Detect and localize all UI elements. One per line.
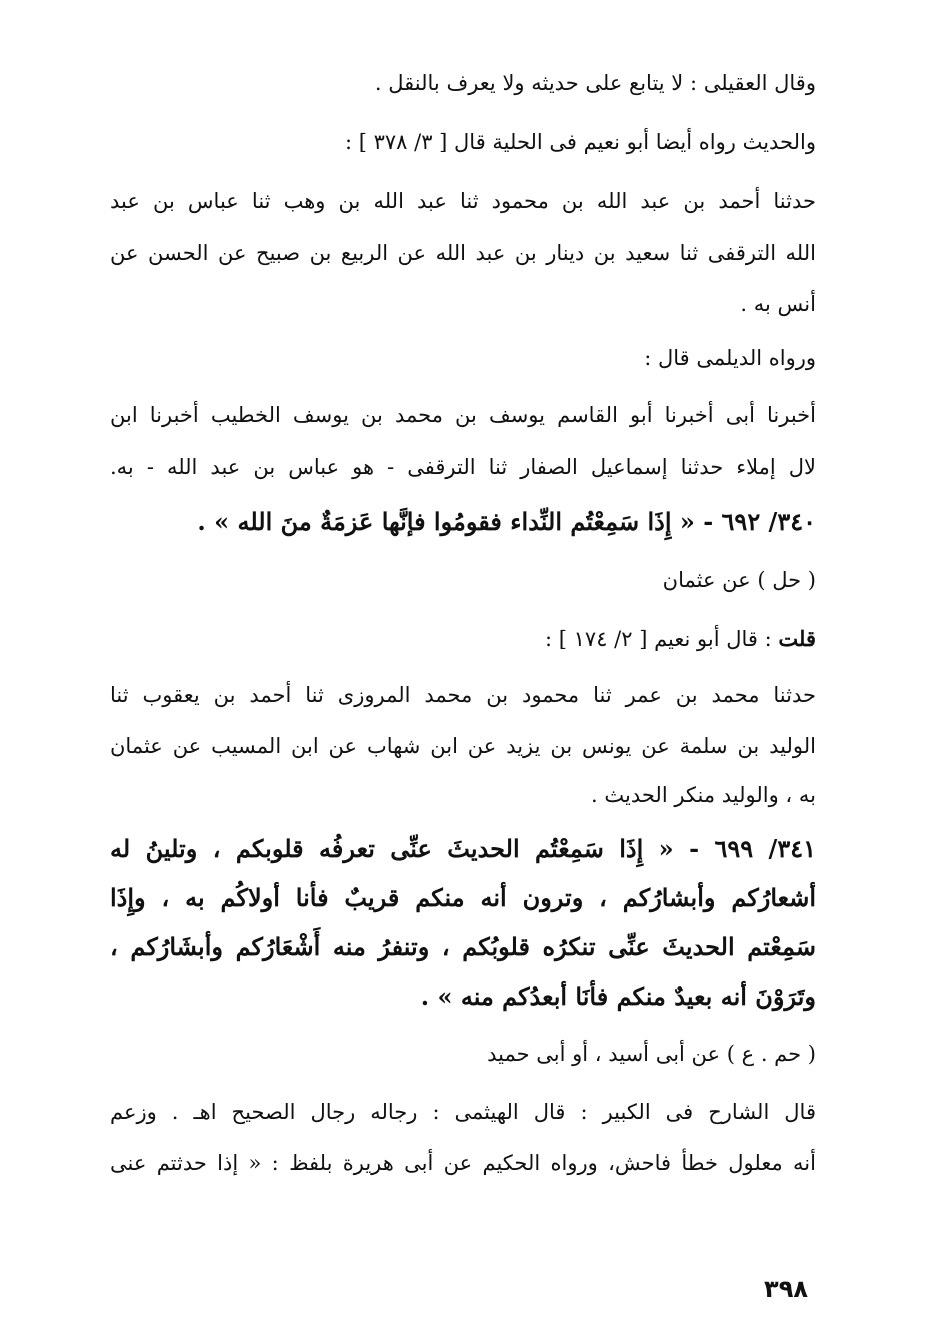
hadith-699-line-4: وتَرَوْنَ أنه بعيدٌ منكم فأنَا أبعدُكم منه » . <box>420 982 816 1011</box>
commentary-line-2: أنه معلول خطأ فاحش، ورواه الحكيم عن أبى هريرة بلفظ : « إذا حدثتم عنى <box>110 1151 816 1175</box>
paragraph-abu-nuaym-hilya: والحديث رواه أيضا أبو نعيم فى الحلية قال [ ٣/ ٣٧٨ ] : <box>344 130 816 154</box>
isnad-uthman-line-2: الوليد بن سلمة عن يونس بن يزيد عن ابن شهاب عن ابن المسيب عن عثمان <box>110 734 816 758</box>
isnad-line-1: حدثنا أحمد بن عبد الله بن محمود ثنا عبد الله بن وهب ثنا عباس بن عبد <box>110 189 816 213</box>
qultu-label: قلت <box>778 626 816 651</box>
isnad-line-3: أنس به . <box>740 292 816 316</box>
paragraph-qultu <box>110 624 816 654</box>
isnad-daylami-line-1: أخبرنا أبى أخبرنا أبو القاسم يوسف بن محمد بن يوسف الخطيب أخبرنا ابن <box>110 403 816 427</box>
page-number: ٣٩٨ <box>764 1275 808 1303</box>
hadith-699-source: ( حم . ع ) عن أبى أسيد ، أو أبى حميد <box>487 1042 816 1066</box>
hadith-692: ٣٤٠/ ٦٩٢ - « إِذَا سَمِعْتُم النِّداء فقومُوا فإنَّها عَزمَةٌ منَ الله » . <box>197 507 816 536</box>
isnad-line-2: الله الترقفى ثنا سعيد بن دينار بن عبد الله عن الربيع بن صبيح عن الحسن عن <box>110 241 816 265</box>
isnad-uthman-line-3: به ، والوليد منكر الحديث . <box>591 783 816 807</box>
qultu-text: : قال أبو نعيم [ ٢/ ١٧٤ ] : <box>545 627 772 651</box>
paragraph-uqaili: وقال العقيلى : لا يتابع على حديثه ولا يعرف بالنقل . <box>374 71 816 95</box>
hadith-699-line-3: سَمِعْتم الحديثَ عنِّى تنكرُه قلوبُكم ، وتنفرُ منه أَشْعَارُكم وأبشَارُكم ، <box>110 932 816 961</box>
commentary-line-1: قال الشارح فى الكبير : قال الهيثمى : رجاله رجال الصحيح اهـ . وزعم <box>110 1100 816 1124</box>
hadith-699-line-1: ٣٤١/ ٦٩٩ - « إِذَا سَمِعْتُم الحديثَ عنِّى تعرفُه قلوبكم ، وتلينُ له <box>110 834 816 863</box>
paragraph-daylami: ورواه الديلمى قال : <box>644 346 816 370</box>
hadith-699-line-2: أشعارُكم وأبشارُكم ، وترون أنه منكم قريبٌ فأنا أولاكُم به ، وإِذَا <box>110 883 816 912</box>
isnad-daylami-line-2: لال إملاء حدثنا إسماعيل الصفار ثنا الترقفى - هو عباس بن عبد الله - به. <box>110 455 816 479</box>
isnad-uthman-line-1: حدثنا محمد بن عمر ثنا محمود بن محمد المروزى ثنا أحمد بن يعقوب ثنا <box>110 683 816 707</box>
hadith-692-source: ( حل ) عن عثمان <box>662 568 816 592</box>
page-text <box>110 0 816 1260</box>
